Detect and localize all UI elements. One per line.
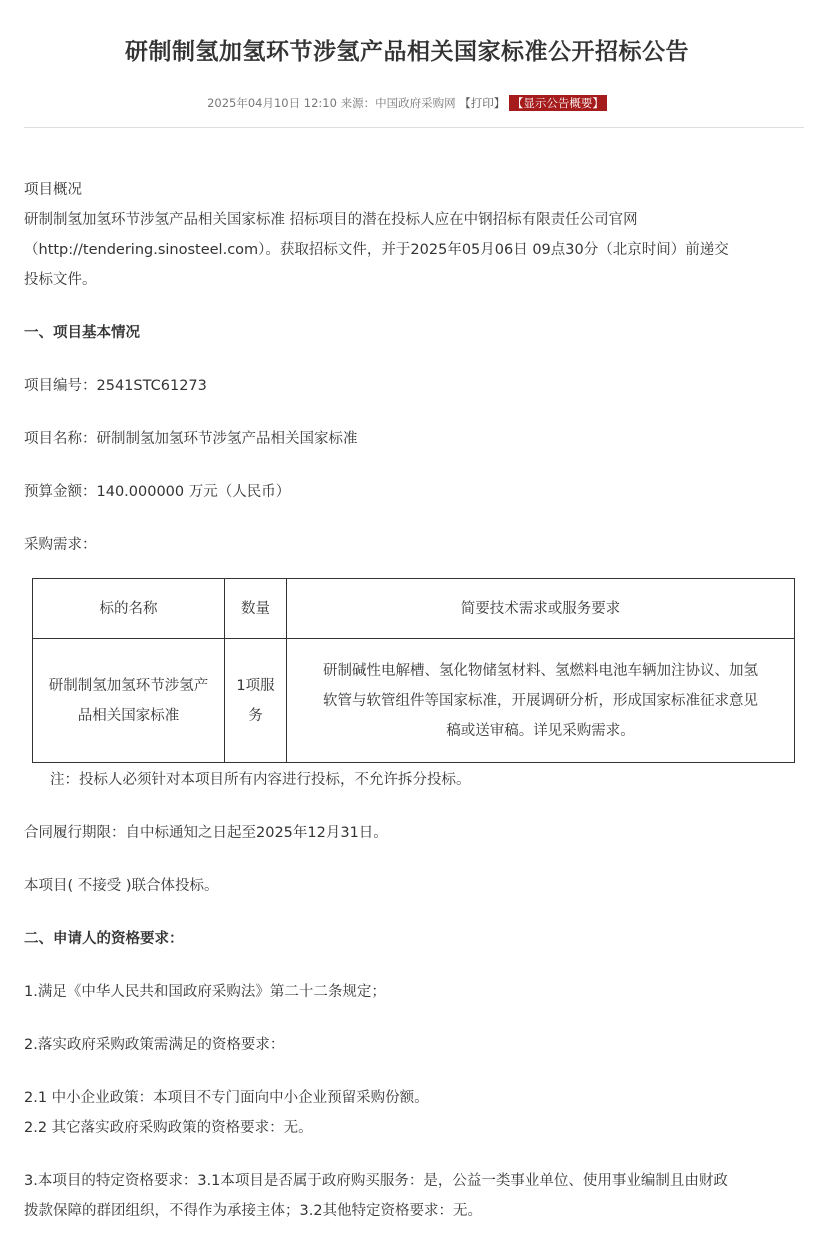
- publish-datetime: 2025年04月10日 12:10: [207, 96, 337, 110]
- cell-requirements-line: 稿或送审稿。详见采购需求。: [446, 722, 635, 739]
- article-meta: [0, 95, 814, 111]
- cell-requirements: [287, 639, 795, 763]
- overview-heading: 项目概况: [24, 182, 82, 198]
- procurement-table: [32, 578, 795, 763]
- overview-line-1: 研制制氢加氢环节涉氢产品相关国家标准 招标项目的潜在投标人应在中钢招标有限责任公司官网: [24, 212, 638, 228]
- source-name: 中国政府采购网: [375, 96, 456, 110]
- overview-line-3: 投标文件。: [24, 272, 97, 288]
- source-label: 来源：: [340, 96, 376, 110]
- qualification-item-2-1: 2.1 中小企业政策：本项目不专门面向中小企业预留采购份额。: [24, 1090, 429, 1106]
- cell-quantity-line: 1项服: [236, 677, 275, 694]
- article-body: [24, 175, 796, 1226]
- show-summary-button[interactable]: 【显示公告概要】: [509, 95, 607, 111]
- demand-label: 采购需求：: [24, 537, 97, 553]
- title-divider: [24, 127, 804, 128]
- qualification-item-2: 2.落实政府采购政策需满足的资格要求：: [24, 1037, 285, 1053]
- table-row: [33, 639, 795, 763]
- qualification-item-3-line-2: 拨款保障的群团组织，不得作为承接主体；3.2其他特定资格要求：无。: [24, 1203, 483, 1219]
- project-budget: 预算金额：140.000000 万元（人民币）: [24, 484, 291, 500]
- section2-heading: 二、申请人的资格要求：: [24, 931, 184, 947]
- qualification-item-3-line-1: 3.本项目的特定资格要求：3.1本项目是否属于政府购买服务：是，公益一类事业单位、使用事业编制且由财政: [24, 1173, 728, 1189]
- overview-line-2: （http://tendering.sinosteel.com）。获取招标文件，并于2025年05月06日 09点30分（北京时间）前递交: [24, 242, 729, 258]
- table-note: 注：投标人必须针对本项目所有内容进行投标，不允许拆分投标。: [50, 772, 471, 788]
- print-link[interactable]: 【打印】: [459, 96, 506, 110]
- qualification-item-2-2: 2.2 其它落实政府采购政策的资格要求：无。: [24, 1120, 313, 1136]
- cell-item-name-line: 品相关国家标准: [77, 707, 180, 724]
- project-number: 项目编号：2541STC61273: [24, 378, 207, 394]
- header-requirements: 简要技术需求或服务要求: [287, 579, 795, 639]
- cell-quantity: [225, 639, 287, 763]
- cell-item-name: [33, 639, 225, 763]
- consortium-policy: 本项目( 不接受 )联合体投标。: [24, 878, 219, 894]
- section1-heading: 一、项目基本情况: [24, 325, 140, 341]
- cell-quantity-line: 务: [248, 707, 263, 724]
- page-title: 研制制氢加氢环节涉氢产品相关国家标准公开招标公告: [125, 39, 689, 65]
- header-item-name: 标的名称: [33, 579, 225, 639]
- contract-period: 合同履行期限：自中标通知之日起至2025年12月31日。: [24, 825, 388, 841]
- header-quantity: 数量: [225, 579, 287, 639]
- cell-item-name-line: 研制制氢加氢环节涉氢产: [48, 677, 209, 694]
- cell-requirements-line: 软管与软管组件等国家标准，开展调研分析，形成国家标准征求意见: [323, 692, 758, 709]
- cell-requirements-line: 研制碱性电解槽、氢化物储氢材料、氢燃料电池车辆加注协议、加氢: [323, 662, 758, 679]
- qualification-item-1: 1.满足《中华人民共和国政府采购法》第二十二条规定；: [24, 984, 386, 1000]
- project-name: 项目名称：研制制氢加氢环节涉氢产品相关国家标准: [24, 431, 358, 447]
- table-header-row: [33, 579, 795, 639]
